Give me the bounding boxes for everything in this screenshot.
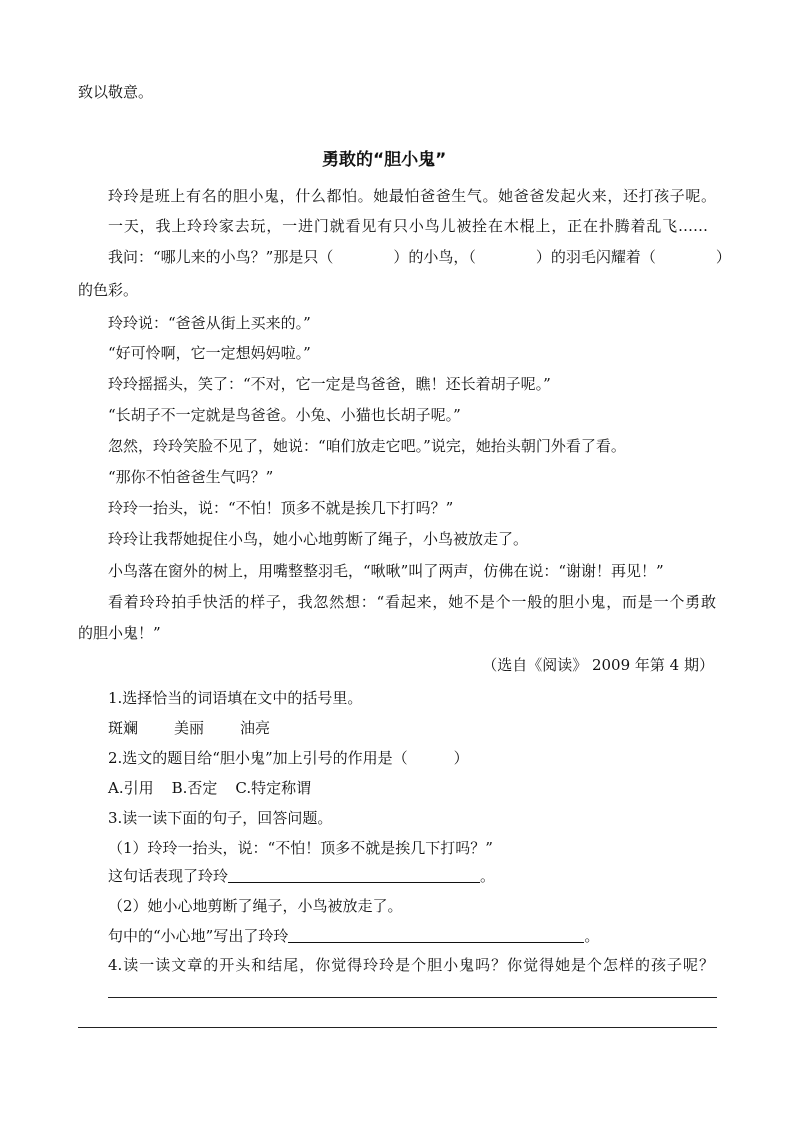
question-4: 4.读一读文章的开头和结尾，你觉得玲玲是个胆小鬼吗？你觉得她是个怎样的孩子呢？ <box>108 956 714 974</box>
answer-1-prompt: 这句话表现了玲玲 <box>108 867 229 885</box>
answer-line-1[interactable] <box>228 866 480 883</box>
answer-1-end: 。 <box>480 867 496 885</box>
word-option-1: 斑斓 <box>108 719 139 737</box>
word-option-3: 油亮 <box>240 719 271 737</box>
paragraph-3-part-a: 我问：“哪儿来的小鸟？”那是只（ <box>108 248 334 266</box>
story-paragraph-3-continued: 的色彩。 <box>78 281 139 299</box>
story-paragraph-8: 忽然，玲玲笑脸不见了，她说：“咱们放走它吧。”说完，她抬头朝门外看了看。 <box>108 437 626 455</box>
answer-2-prompt: 句中的“小心地”写出了玲玲 <box>108 927 289 945</box>
question-1-word-bank <box>108 718 270 738</box>
paragraph-3-part-b: ）的小鸟，（ <box>393 248 476 266</box>
answer-2-end: 。 <box>584 927 600 945</box>
story-source: （选自《阅读》 2009 年第 4 期） <box>482 656 714 674</box>
story-paragraph-3 <box>108 247 731 267</box>
story-paragraph-10: 玲玲一抬头，说：“不怕！顶多不就是挨几下打吗？” <box>108 499 454 517</box>
story-paragraph-7: “长胡子不一定就是鸟爸爸。小兔、小猫也长胡子呢。” <box>108 406 461 424</box>
option-a: A.引用 <box>108 779 154 797</box>
story-paragraph-12: 小鸟落在窗外的树上，用嘴整整羽毛，“啾啾”叫了两声，仿佛在说：“谢谢！再见！” <box>108 562 664 580</box>
story-paragraph-5: “好可怜啊，它一定想妈妈啦。” <box>108 344 311 362</box>
top-fragment: 致以敬意。 <box>78 83 154 101</box>
question-3-answer-2 <box>108 926 599 946</box>
story-paragraph-2: 一天，我上玲玲家去玩，一进门就看见有只小鸟儿被拴在木棍上，正在扑腾着乱飞…… <box>108 217 708 235</box>
answer-line-2[interactable] <box>288 926 584 943</box>
question-3-sentence-1: （1）玲玲一抬头，说：“不怕！顶多不就是挨几下打吗？” <box>108 839 493 857</box>
question-3-sentence-2: （2）她小心地剪断了绳子，小鸟被放走了。 <box>108 897 403 915</box>
question-2-options <box>108 778 311 798</box>
question-3-answer-1 <box>108 866 495 886</box>
word-option-2: 美丽 <box>174 719 205 737</box>
answer-line-4[interactable] <box>108 997 717 998</box>
story-paragraph-13: 看着玲玲拍手快活的样子，我忽然想：“看起来，她不是个一般的胆小鬼，而是一个勇敢 <box>108 593 716 611</box>
story-title: 勇敢的“胆小鬼” <box>322 150 447 170</box>
question-2 <box>108 748 469 768</box>
question-2-text: 2.选文的题目给“胆小鬼”加上引号的作用是（ <box>108 749 408 767</box>
story-paragraph-4: 玲玲说：“爸爸从街上买来的。” <box>108 314 311 332</box>
option-c: C.特定称谓 <box>235 779 312 797</box>
story-paragraph-11: 玲玲让我帮她捉住小鸟，她小心地剪断了绳子，小鸟被放走了。 <box>108 530 529 548</box>
option-b: B.否定 <box>171 779 218 797</box>
question-1: 1.选择恰当的词语填在文中的括号里。 <box>108 689 363 707</box>
paragraph-3-part-c: ）的羽毛闪耀着（ <box>535 248 656 266</box>
paragraph-3-part-d: ） <box>715 248 731 266</box>
page-bottom-divider <box>78 1027 717 1028</box>
question-2-close: ） <box>453 749 469 767</box>
story-paragraph-6: 玲玲摇摇头，笑了：“不对，它一定是鸟爸爸，瞧！还长着胡子呢。” <box>108 375 551 393</box>
story-paragraph-9: “那你不怕爸爸生气吗？” <box>108 468 274 486</box>
story-paragraph-13-continued: 的胆小鬼！” <box>78 624 161 642</box>
story-paragraph-1: 玲玲是班上有名的胆小鬼，什么都怕。她最怕爸爸生气。她爸爸发起火来，还打孩子呢。 <box>108 187 716 205</box>
question-3: 3.读一读下面的句子，回答问题。 <box>108 809 333 827</box>
